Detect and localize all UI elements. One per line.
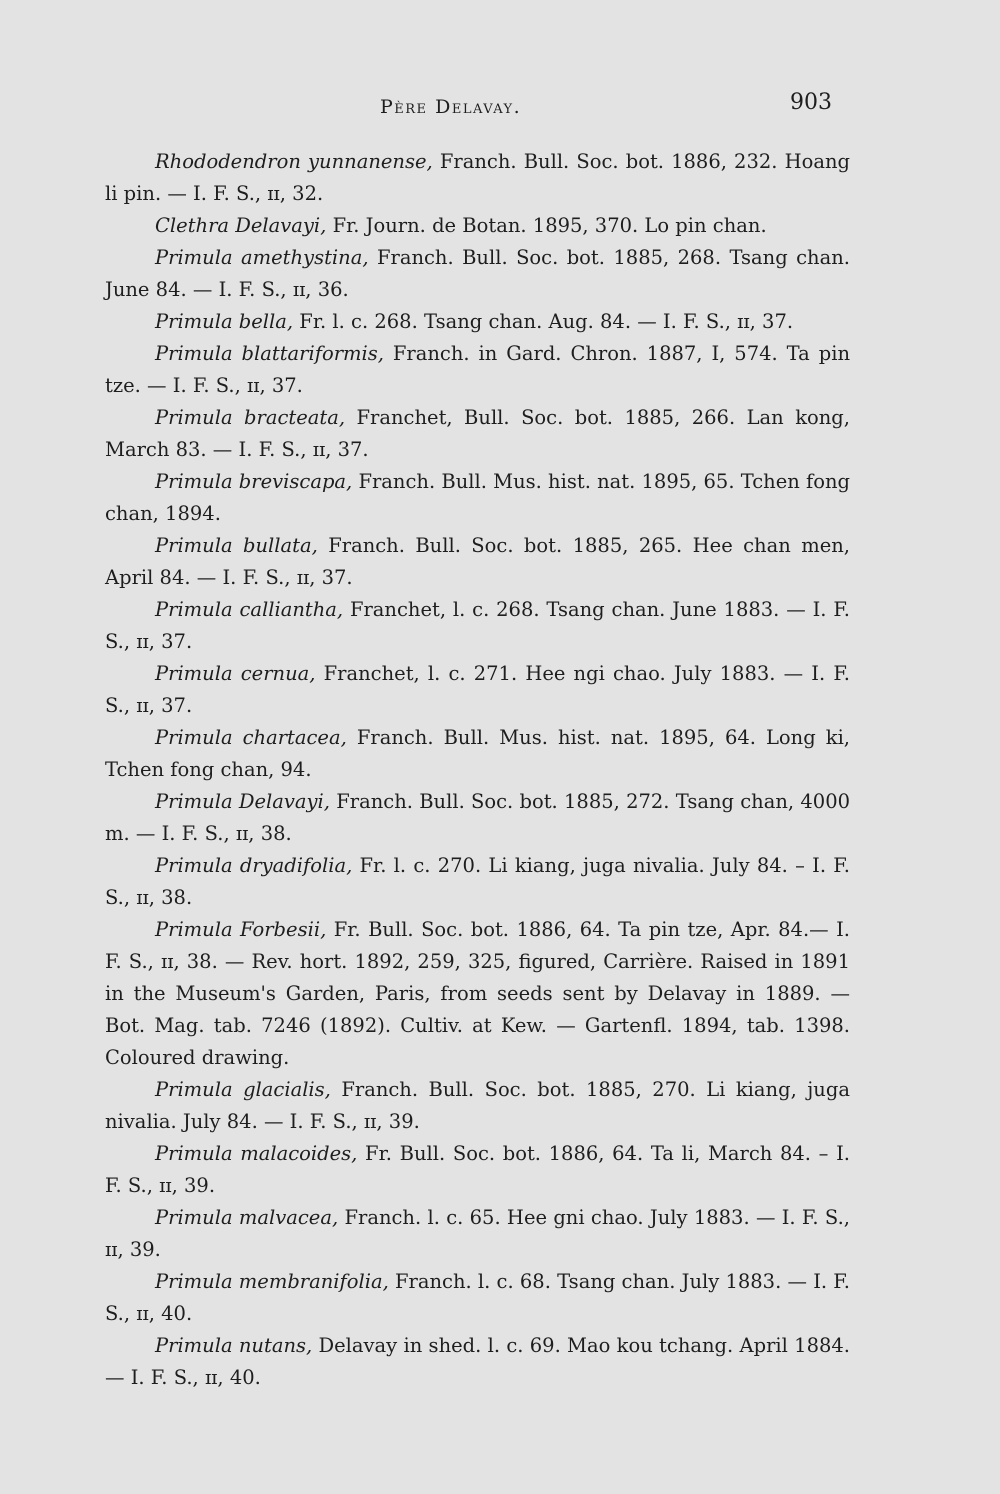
entry-citation: Franch. in Gard. Chron. 1887, I, 574. Ta pin tze. — I. F. S., ɪɪ, 37. [105,342,851,397]
entry-citation: Franch. Bull. Mus. hist. nat. 1895, 64. Long ki, Tchen fong chan, 94. [105,726,851,781]
species-name: Primula Forbesii, [155,918,327,941]
entry-primula-breviscapa [105,466,850,530]
entry-citation: Franch. l. c. 65. Hee gni chao. July 1883. — I. F. S., ɪɪ, 39. [105,1206,850,1261]
species-name: Primula malacoides, [155,1142,358,1165]
entry-citation: Fr. Bull. Soc. bot. 1886, 64. Ta li, March 84. – I. F. S., ɪɪ, 39. [105,1142,850,1197]
entry-primula-forbesii [105,914,850,1074]
entry-citation: Franch. l. c. 68. Tsang chan. July 1883. — I. F. S., ɪɪ, 40. [105,1270,850,1325]
entry-citation: Fr. l. c. 268. Tsang chan. Aug. 84. — I. F. S., ɪɪ, 37. [293,310,794,333]
entry-primula-calliantha [105,594,850,658]
entry-citation: Fr. Journ. de Botan. 1895, 370. Lo pin chan. [326,214,767,237]
entry-primula-nutans [105,1330,850,1394]
species-name: Primula breviscapa, [155,470,353,493]
entry-citation: Franch. Bull. Soc. bot. 1885, 268. Tsang chan. June 84. — I. F. S., ɪɪ, 36. [105,246,850,301]
entry-primula-amethystina [105,242,850,306]
species-name: Clethra Delavayi, [155,214,327,237]
entry-primula-bella [105,306,850,338]
entry-list [105,146,850,1394]
entry-citation: Franch. Bull. Soc. bot. 1885, 272. Tsang chan, 4000 m. — I. F. S., ɪɪ, 38. [105,790,851,845]
entry-citation: Franchet, Bull. Soc. bot. 1885, 266. Lan kong, March 83. — I. F. S., ɪɪ, 37. [105,406,850,461]
entry-rhododendron-yunnanense [105,146,850,210]
species-name: Primula bullata, [155,534,318,557]
running-title: Père Delavay. [380,96,522,118]
entry-citation: Franch. Bull. Soc. bot. 1886, 232. Hoang li pin. — I. F. S., ɪɪ, 32. [105,150,850,205]
entry-primula-malacoides [105,1138,850,1202]
species-name: Primula cernua, [155,662,316,685]
entry-citation: Delavay in shed. l. c. 69. Mao kou tchang. April 1884. — I. F. S., ɪɪ, 40. [105,1334,850,1389]
entry-primula-bullata [105,530,850,594]
entry-citation: Franch. Bull. Mus. hist. nat. 1895, 65. Tchen fong chan, 1894. [105,470,851,525]
entry-primula-chartacea [105,722,850,786]
entry-citation: Franch. Bull. Soc. bot. 1885, 265. Hee chan men, April 84. — I. F. S., ɪɪ, 37. [105,534,851,589]
entry-primula-delavayi [105,786,850,850]
entry-primula-blattariformis [105,338,850,402]
species-name: Primula glacialis, [155,1078,331,1101]
species-name: Primula calliantha, [155,598,344,621]
entry-primula-cernua [105,658,850,722]
entry-primula-glacialis [105,1074,850,1138]
species-name: Primula blattariformis, [155,342,384,365]
entry-citation: Franch. Bull. Soc. bot. 1885, 270. Li kiang, juga nivalia. July 84. — I. F. S., ɪɪ, 39. [105,1078,850,1133]
entry-primula-bracteata [105,402,850,466]
page-number: 903 [790,90,832,115]
entry-primula-membranifolia [105,1266,850,1330]
species-name: Primula malvacea, [155,1206,339,1229]
species-name: Primula Delavayi, [155,790,330,813]
entry-citation: Fr. l. c. 270. Li kiang, juga nivalia. July 84. – I. F. S., ɪɪ, 38. [105,854,850,909]
species-name: Primula membranifolia, [155,1270,389,1293]
species-name: Primula bella, [155,310,294,333]
species-name: Rhododendron yunnanense, [155,150,433,173]
entry-citation: Franchet, l. c. 268. Tsang chan. June 1883. — I. F. S., ɪɪ, 37. [105,598,851,653]
species-name: Primula dryadifolia, [155,854,353,877]
entry-primula-malvacea [105,1202,850,1266]
species-name: Primula amethystina, [155,246,369,269]
entry-clethra-delavayi [105,210,850,242]
page-header [0,90,1000,124]
entry-citation: Fr. Bull. Soc. bot. 1886, 64. Ta pin tze, Apr. 84.— I. F. S., ɪɪ, 38. — Rev. hort. 1892, 259, 325, figured, Carrière. Raised in 1891 in the Museum's Garden, Paris, from seeds sent by Delavay in 1889. — Bot. Mag. tab. 7246 (1892). Cultiv. at Kew. — Gartenfl. 1894, tab. 1398. Coloured drawing. [105,918,850,1069]
species-name: Primula chartacea, [155,726,347,749]
entry-citation: Franchet, l. c. 271. Hee ngi chao. July 1883. — I. F. S., ɪɪ, 37. [105,662,851,717]
species-name: Primula bracteata, [155,406,346,429]
entry-primula-dryadifolia [105,850,850,914]
species-name: Primula nutans, [155,1334,313,1357]
